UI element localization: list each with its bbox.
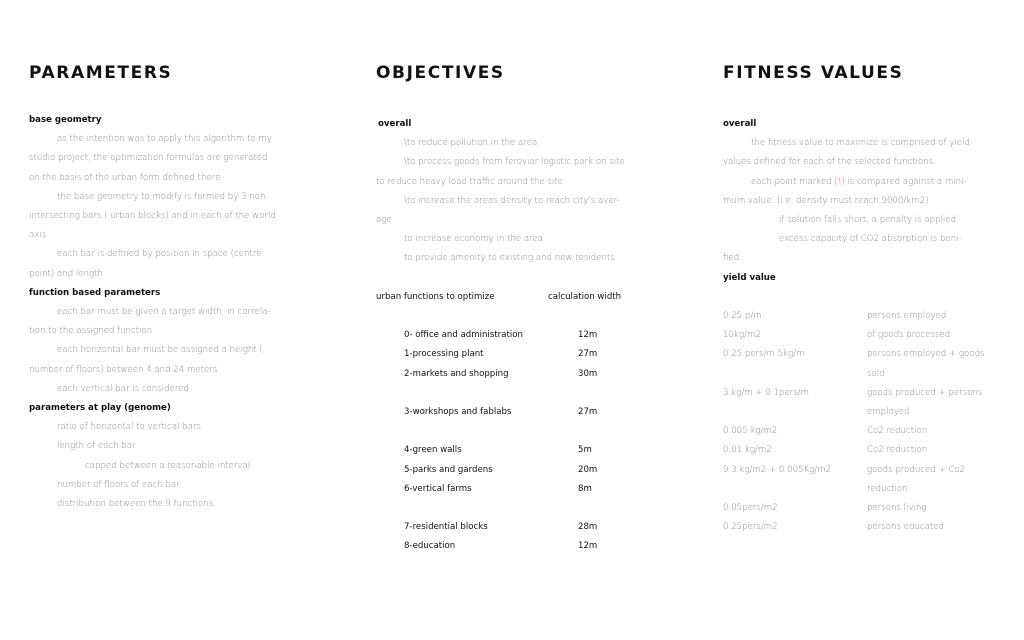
yield-value: 0.01 kg/m2: [723, 445, 772, 456]
fitness-line: mum value. (i.e. density must reach 9000/km2): [723, 195, 929, 206]
function-parameters-line: each vertical bar is considered: [57, 383, 189, 394]
function-parameters-line: each bar must be given a target width, in correla-: [57, 307, 271, 318]
yield-description: goods produced + persons: [867, 387, 983, 398]
yield-description: Co2 reduction: [867, 445, 928, 456]
function-row: [376, 518, 666, 537]
yield-title: yield value: [723, 272, 776, 283]
genome-line: ratio of horizontal to vertical bars: [57, 422, 202, 433]
objective-line: \to reduce pollution in the area: [404, 138, 538, 149]
yield-description: persons educated: [867, 522, 944, 533]
yield-row: [723, 403, 1013, 422]
yield-row: [723, 384, 1013, 403]
function-width: 20m: [578, 464, 598, 475]
yield-value: 3 kg/m + 0.1pers/m: [723, 387, 809, 398]
genome-line: length of each bar: [57, 441, 136, 452]
yield-row: [723, 461, 1013, 480]
parameters-heading: PARAMETERS: [29, 63, 173, 83]
yield-row: [723, 365, 1013, 384]
yield-row: [723, 326, 1013, 345]
base-geometry-title: base geometry: [29, 115, 102, 125]
fitness-heading: FITNESS VALUES: [723, 63, 904, 83]
function-width: 8m: [578, 483, 592, 494]
objectives-heading: OBJECTIVES: [376, 63, 505, 83]
yield-description: sold: [867, 368, 885, 379]
function-width: 12m: [578, 330, 598, 341]
objective-line: age: [376, 215, 392, 226]
parameters-body: [29, 111, 304, 514]
function-width: 28m: [578, 522, 598, 533]
yield-description: persons living: [867, 502, 927, 513]
yield-description: goods produced + Co2: [867, 464, 966, 475]
genome-line: number of floors of each bar: [57, 479, 180, 490]
functions-table-header: [376, 288, 666, 307]
function-row: [376, 365, 666, 384]
function-name: 4-green walls: [404, 445, 462, 456]
fitness-line: fied.: [723, 253, 742, 264]
function-parameters-title: function based parameters: [29, 287, 161, 298]
base-geometry-line: point) and length: [29, 268, 103, 279]
yield-list: [723, 307, 1013, 537]
function-parameters-line: each horizontal bar must be assigned a height (: [57, 345, 263, 356]
function-row: [376, 461, 666, 480]
yield-value: 0.25pers/m2: [723, 522, 778, 533]
genome-line: distribution between the 9 functions: [57, 499, 214, 510]
base-geometry-line: the base geometry to modify is formed by 3 non: [57, 191, 266, 202]
objective-line: \to process goods from feroviar logistic park on site: [404, 157, 625, 168]
function-width: 12m: [578, 541, 598, 552]
yield-value: 0.25 p/m: [723, 311, 762, 322]
yield-description: reduction: [867, 483, 908, 494]
objective-line: to reduce heavy load traffic around the site: [376, 176, 563, 187]
yield-row: [723, 441, 1013, 460]
function-width: 30m: [578, 368, 598, 379]
yield-row: [723, 307, 1013, 326]
yield-value: 10kg/m2: [723, 330, 761, 341]
yield-row: [723, 345, 1013, 364]
functions-header: urban functions to optimize: [376, 291, 495, 302]
function-width: 27m: [578, 349, 598, 360]
function-row: [376, 403, 666, 422]
fitness-line: the fitness value to maximize is comprised of yield: [751, 138, 970, 149]
base-geometry-line: studio project, the optimization formulas are generated: [29, 153, 268, 164]
yield-row: [723, 499, 1013, 518]
function-width: 5m: [578, 445, 592, 456]
function-name: 6-vertical farms: [404, 483, 472, 494]
yield-description: of goods processed: [867, 330, 951, 341]
fitness-line: excess capacity of CO2 absorption is boni-: [779, 234, 962, 245]
yield-value: 0.05pers/m2: [723, 502, 778, 513]
function-row: [376, 326, 666, 345]
function-name: 1-processing plant: [404, 349, 484, 360]
objective-line: \to increase the areas density to reach city's aver-: [404, 195, 620, 206]
function-name: 0- office and administration: [404, 330, 523, 341]
function-width: 27m: [578, 406, 598, 417]
function-name: 7-residential blocks: [404, 522, 488, 533]
function-row: [376, 441, 666, 460]
function-name: 2-markets and shopping: [404, 368, 509, 379]
function-row: [376, 537, 666, 556]
objectives-overall-title: overall: [378, 119, 412, 129]
function-name: 5-parks and gardens: [404, 464, 493, 475]
fitness-line: each point marked (!) is compared against a mini-: [751, 176, 967, 187]
yield-description: Co2 reduction: [867, 426, 928, 437]
base-geometry-line: axis: [29, 230, 47, 241]
function-name: 3-workshops and fablabs: [404, 406, 512, 417]
yield-description: persons employed + goods: [867, 349, 985, 360]
objectives-body: [376, 115, 666, 556]
base-geometry-line: intersecting bars ( urban blocks) and in each of the world: [29, 211, 276, 222]
fitness-body: [723, 115, 1013, 537]
base-geometry-line: each bar is defined by position in space (centre: [57, 249, 262, 260]
objective-line: to increase economy in the area: [404, 234, 544, 245]
yield-row: [723, 518, 1013, 537]
yield-row: [723, 422, 1013, 441]
width-header: calculation width: [548, 291, 622, 302]
yield-value: 0.005 kg/m2: [723, 426, 778, 437]
yield-value: 0.25 pers/m 5kg/m: [723, 349, 805, 360]
yield-description: employed: [867, 406, 910, 417]
yield-description: persons employed: [867, 311, 947, 322]
base-geometry-line: as the intention was to apply this algorithm to my: [57, 134, 272, 145]
function-row: [376, 345, 666, 364]
genome-title: parameters at play (genome): [29, 403, 171, 414]
fitness-line: if solution falls short, a penalty is applied: [779, 215, 957, 226]
fitness-overall-title: overall: [723, 119, 757, 129]
objective-line: to provide amenity to existing and new residents: [404, 253, 615, 264]
function-parameters-line: number of floors) between 4 and 24 meters: [29, 364, 218, 375]
function-parameters-line: tion to the assigned function: [29, 326, 153, 337]
yield-value: 9.3 kg/m2 + 0.005Kg/m2: [723, 464, 832, 475]
exclamation-mark: (!): [834, 176, 845, 187]
fitness-line: values defined for each of the selected functions.: [723, 157, 936, 168]
function-name: 8-education: [404, 541, 456, 552]
base-geometry-line: on the basis of the urban form defined there: [29, 172, 221, 183]
function-row: [376, 480, 666, 499]
yield-row: [723, 480, 1013, 499]
genome-line: capped between a reasonable interval: [85, 460, 251, 471]
